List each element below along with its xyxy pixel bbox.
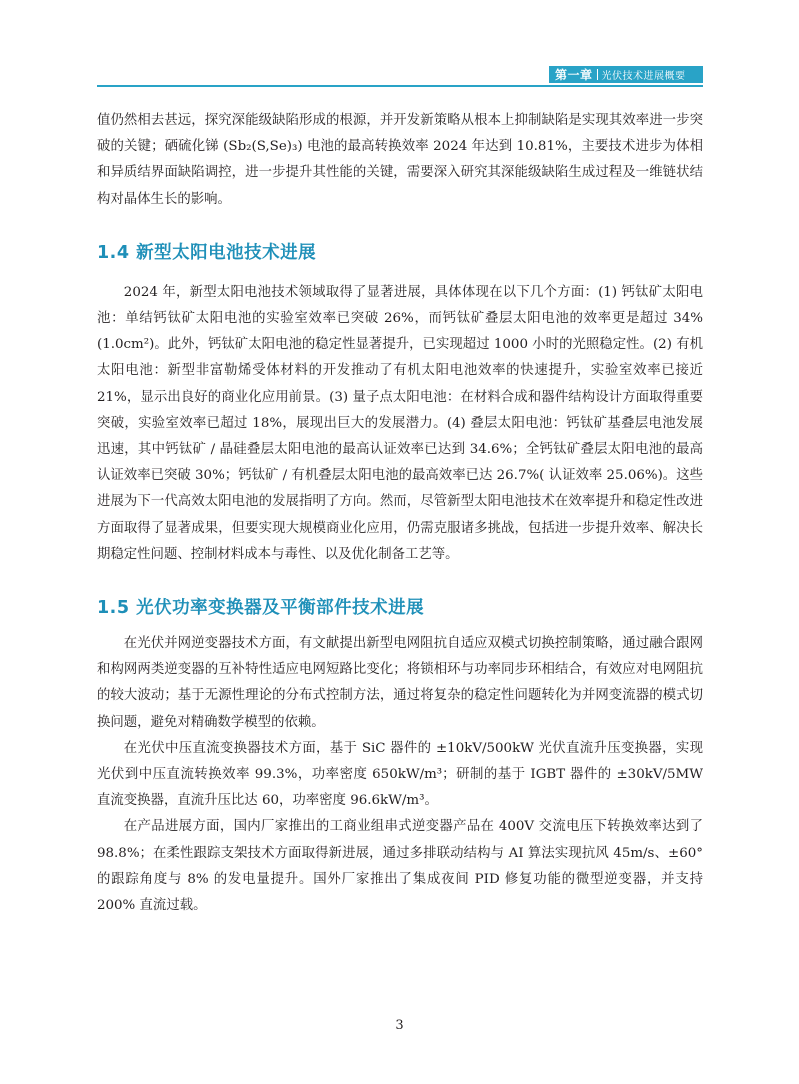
page-number: 3 (395, 1018, 404, 1033)
intro-paragraph: 值仍然相去甚远，探究深能级缺陷形成的根源，并开发新策略从根本上抑制缺陷是实现其效率进一步突破的关键；硒硫化锑 (Sb₂(S,Se)₃) 电池的最高转换效率 2024 年达到 10.81%，主要技术进步为体相和异质结界面缺陷调控，进一步提升其性能的关键，需要深入研究其深能级缺陷生成过程及一维链状结构对晶体生长的影响。 (97, 113, 703, 207)
chapter-label: 第一章 (555, 68, 593, 82)
chapter-subtitle: 光伏技术进展概要 (601, 71, 686, 82)
section-heading-1-4: 1.4 新型太阳电池技术进展 (97, 242, 317, 263)
section-1-5-paragraph-3: 在产品进展方面，国内厂家推出的工商业组串式逆变器产品在 400V 交流电压下转换效率达到了 98.8%；在柔性跟踪支架技术方面取得新进展，通过多排联动结构与 AI 算法实现抗风 45m/s、±60° 的跟踪角度与 8% 的发电量提升。国外厂家推出了集成夜间 PID 修复功能的微型逆变器，并支持 200% 直流过载。 (97, 819, 703, 914)
running-header (0, 62, 799, 90)
section-heading-1-5: 1.5 光伏功率变换器及平衡部件技术进展 (97, 598, 425, 619)
chapter-separator (597, 69, 598, 80)
chapter-tag (549, 66, 703, 83)
section-1-4-paragraph: 2024 年，新型太阳电池技术领域取得了显著进展，具体体现在以下几个方面：(1) 钙钛矿太阳电池：单结钙钛矿太阳电池的实验室效率已突破 26%，而钙钛矿叠层太阳电池的效率更是超过 34%(1.0cm²)。此外，钙钛矿太阳电池的稳定性显著提升，已实现超过 1000 小时的光照稳定性。(2) 有机太阳电池：新型非富勒烯受体材料的开发推动了有机太阳电池效率的快速提升，实验室效率已接近 21%，显示出良好的商业化应用前景。(3) 量子点太阳电池：在材料合成和器件结构设计方面取得重要突破，实验室效率已超过 18%，展现出巨大的发展潜力。(4) 叠层太阳电池：钙钛矿基叠层电池发展迅速，其中钙钛矿 / 晶硅叠层太阳电池的最高认证效率已达到 34.6%；全钙钛矿叠层太阳电池的最高认证效率已突破 30%；钙钛矿 / 有机叠层太阳电池的最高效率已达 26.7%( 认证效率 25.06%)。这些进展为下一代高效太阳电池的发展指明了方向。然而，尽管新型太阳电池技术在效率提升和稳定性改进方面取得了显著成果，但要实现大规模商业化应用，仍需克服诸多挑战，包括进一步提升效率、解决长期稳定性问题、控制材料成本与毒性、以及优化制备工艺等。 (97, 284, 703, 562)
page-content (97, 108, 703, 919)
section-1-5-paragraph-2: 在光伏中压直流变换器技术方面，基于 SiC 器件的 ±10kV/500kW 光伏直流升压变换器，实现光伏到中压直流转换效率 99.3%，功率密度 650kW/m³；研制的基于 IGBT 器件的 ±30kV/5MW 直流变换器，直流升压比达 60，功率密度 96.6kW/m³。 (97, 740, 703, 809)
section-1-5-paragraph-1: 在光伏并网逆变器技术方面，有文献提出新型电网阻抗自适应双模式切换控制策略，通过融合跟网和构网两类逆变器的互补特性适应电网短路比变化；将锁相环与功率同步环相结合，有效应对电网阻抗的较大波动；基于无源性理论的分布式控制方法，通过将复杂的稳定性问题转化为并网变流器的模式切换问题，避免对精确数学模型的依赖。 (97, 636, 703, 730)
header-rule (97, 85, 703, 87)
